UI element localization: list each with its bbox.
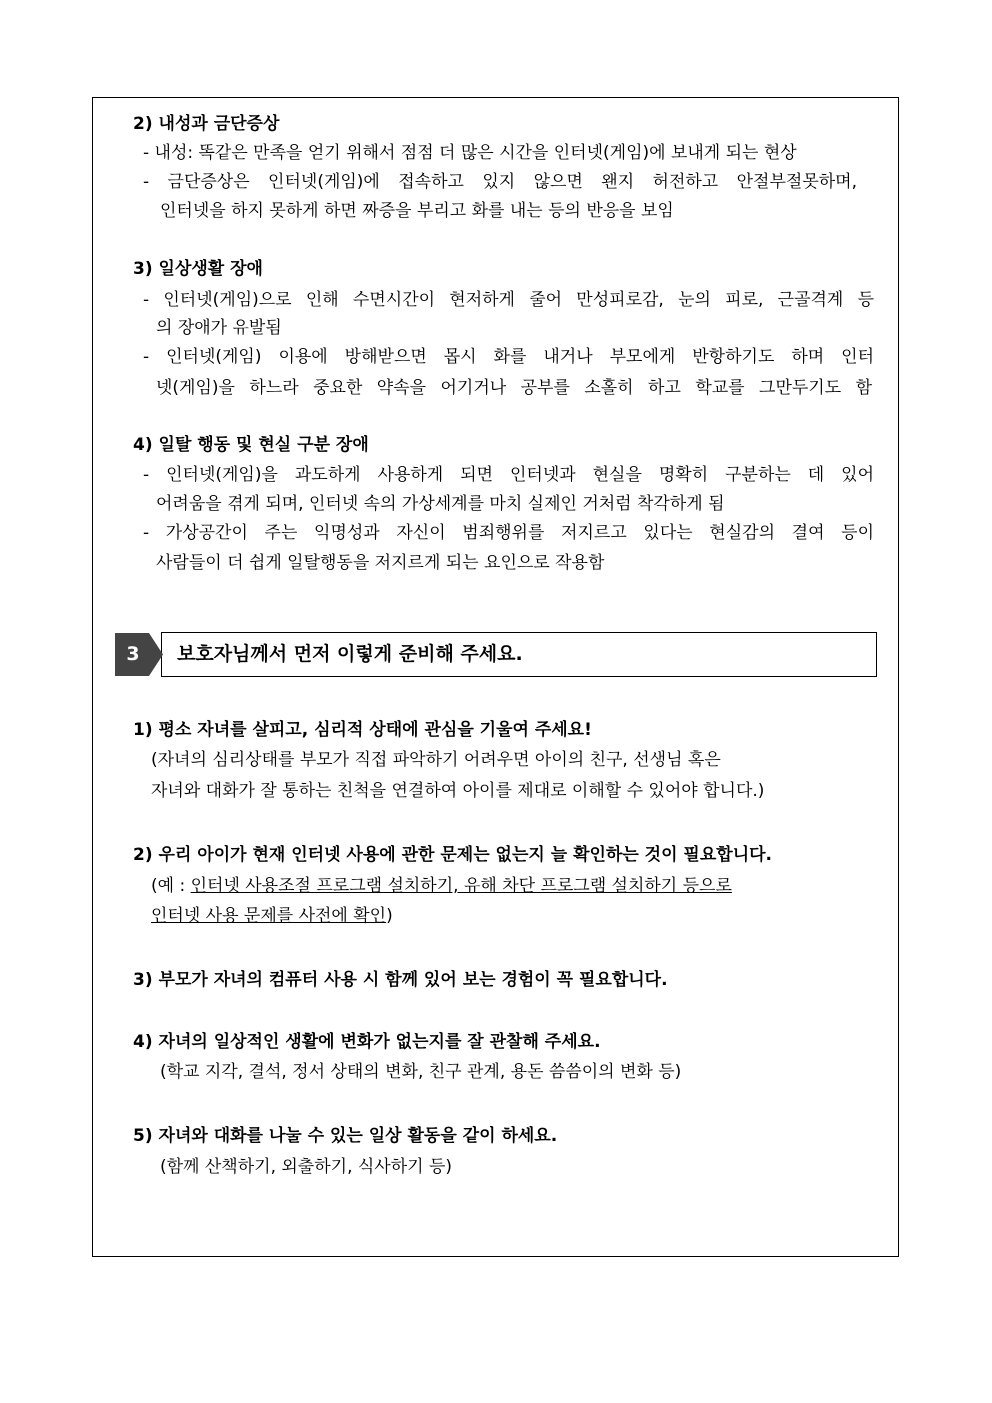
item-5-heading: 5) 자녀와 대화를 나눌 수 있는 일상 활동을 같이 하세요.	[133, 1126, 558, 1146]
section-number: 3	[126, 643, 140, 665]
heading-daily-life-disorder: 3) 일상생활 장애	[133, 259, 263, 279]
paragraph-tolerance: - 내성: 똑같은 만족을 얻기 위해서 점점 더 많은 시간을 인터넷(게임)에 보내게 되는 현상	[143, 143, 797, 163]
item-5-detail: (함께 산책하기, 외출하기, 식사하기 등)	[160, 1157, 453, 1177]
item-1-detail-cont: 자녀와 대화가 잘 통하는 친척을 연결하여 아이를 제대로 이해할 수 있어야 합니다.)	[151, 781, 765, 801]
paragraph-anonymity: - 가상공간이 주는 익명성과 자신이 범죄행위를 저지르고 있다는 현실감의 결여 등이	[143, 523, 874, 543]
item-2-example	[151, 876, 732, 896]
item-2-example-suffix: )	[386, 906, 393, 926]
item-2-example-underlined-cont: 인터넷 사용 문제를 사전에 확인	[151, 906, 387, 926]
item-1-detail: (자녀의 심리상태를 부모가 직접 파악하기 어려우면 아이의 친구, 선생님 혹은	[151, 750, 721, 770]
paragraph-withdrawal: - 금단증상은 인터넷(게임)에 접속하고 있지 않으면 왠지 허전하고 안절부절못하며,	[143, 172, 857, 192]
item-4-detail: (학교 지각, 결석, 정서 상태의 변화, 친구 관계, 용돈 씀씀이의 변화 등)	[160, 1062, 682, 1082]
item-3-heading: 3) 부모가 자녀의 컴퓨터 사용 시 함께 있어 보는 경험이 꼭 필요합니다.	[133, 970, 668, 990]
item-2-heading: 2) 우리 아이가 현재 인터넷 사용에 관한 문제는 없는지 늘 확인하는 것이 필요합니다.	[133, 845, 773, 865]
paragraph-rebellion-cont: 넷(게임)을 하느라 중요한 약속을 어기거나 공부를 소홀히 하고 학교를 그만두기도 함	[156, 378, 872, 398]
paragraph-rebellion: - 인터넷(게임) 이용에 방해받으면 몹시 화를 내거나 부모에게 반항하기도 하며 인터	[143, 347, 874, 367]
paragraph-withdrawal-cont: 인터넷을 하지 못하게 하면 짜증을 부리고 화를 내는 등의 반응을 보임	[160, 201, 674, 221]
paragraph-excessive-use-cont: 어려움을 겪게 되며, 인터넷 속의 가상세계를 마치 실제인 거처럼 착각하게 됨	[156, 494, 725, 514]
item-2-example-cont	[151, 906, 393, 926]
item-4-heading: 4) 자녀의 일상적인 생활에 변화가 없는지를 잘 관찰해 주세요.	[133, 1032, 601, 1052]
item-2-example-underlined: 인터넷 사용조절 프로그램 설치하기, 유해 차단 프로그램 설치하기 등으로	[190, 876, 732, 896]
item-2-example-prefix: (예 :	[151, 876, 191, 896]
heading-tolerance-withdrawal: 2) 내성과 금단증상	[133, 114, 280, 134]
section-number-badge	[115, 633, 163, 676]
heading-deviant-behavior: 4) 일탈 행동 및 현실 구분 장애	[133, 435, 369, 455]
paragraph-anonymity-cont: 사람들이 더 쉽게 일탈행동을 저지르게 되는 요인으로 작용함	[156, 553, 605, 573]
paragraph-excessive-use: - 인터넷(게임)을 과도하게 사용하게 되면 인터넷과 현실을 명확히 구분하는 데 있어	[143, 465, 874, 485]
item-1-heading: 1) 평소 자녀를 살피고, 심리적 상태에 관심을 기울여 주세요!	[133, 720, 592, 740]
paragraph-sleep-cont: 의 장애가 유발됨	[156, 318, 282, 338]
paragraph-sleep: - 인터넷(게임)으로 인해 수면시간이 현저하게 줄어 만성피로감, 눈의 피로, 근골격계 등	[143, 290, 874, 310]
section-title: 보호자님께서 먼저 이렇게 준비해 주세요.	[177, 643, 523, 665]
